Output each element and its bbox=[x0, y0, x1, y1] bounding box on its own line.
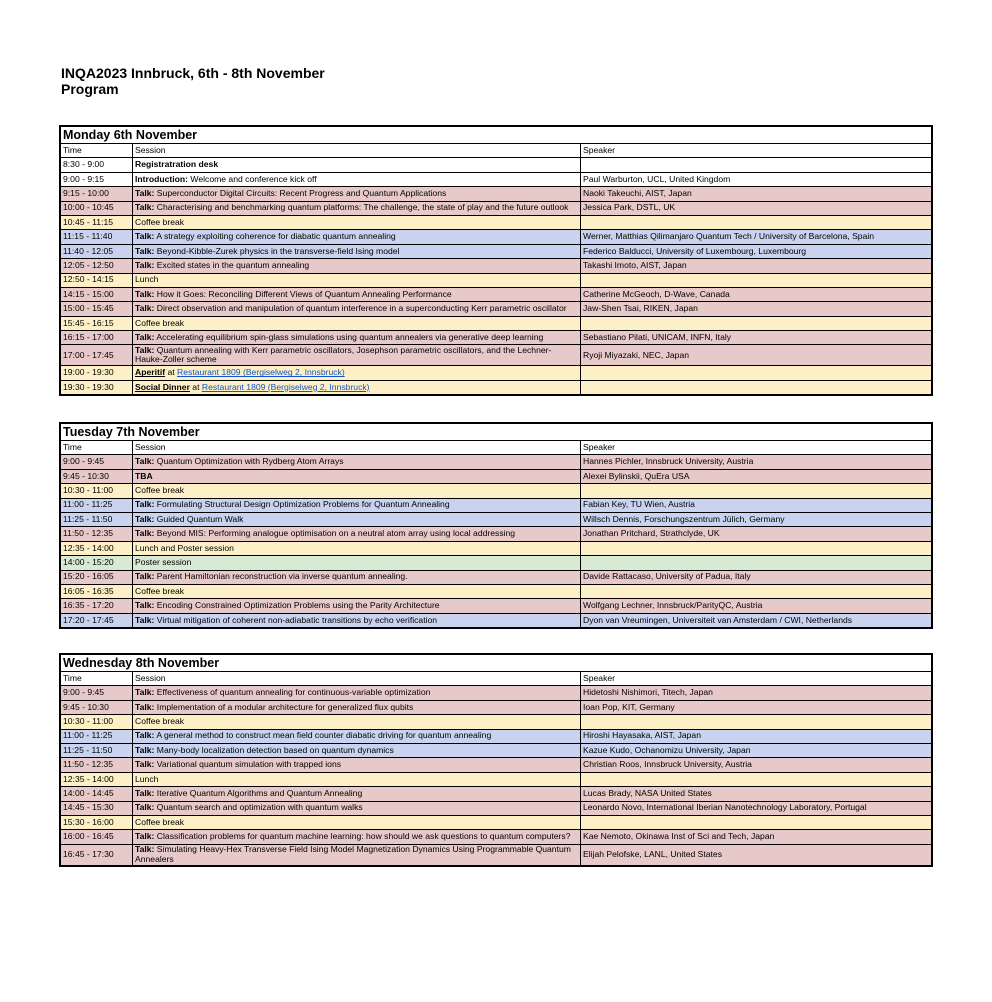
row-speaker bbox=[581, 584, 932, 598]
row-speaker bbox=[581, 815, 932, 829]
column-header-time: Time bbox=[61, 672, 133, 686]
session-text: at bbox=[189, 381, 202, 392]
row-time: 11:00 - 11:25 bbox=[61, 729, 133, 743]
row-session bbox=[133, 599, 581, 613]
row-session bbox=[133, 259, 581, 273]
row-time: 12:50 - 14:15 bbox=[61, 273, 133, 287]
row-speaker bbox=[581, 215, 932, 229]
session-text: Guided Quantum Walk bbox=[154, 513, 244, 524]
table-row bbox=[61, 772, 931, 786]
day-title: Wednesday 8th November bbox=[61, 655, 931, 672]
table-row bbox=[61, 700, 931, 714]
row-speaker bbox=[581, 541, 932, 555]
row-session bbox=[133, 584, 581, 598]
row-time: 9:00 - 9:45 bbox=[61, 686, 133, 700]
row-speaker: Sebastiano Pilati, UNICAM, INFN, Italy bbox=[581, 331, 932, 345]
session-label: Talk: bbox=[135, 730, 155, 741]
schedule-table bbox=[61, 441, 931, 627]
session-text: Lunch bbox=[135, 274, 159, 285]
row-speaker bbox=[581, 158, 932, 172]
session-label: Talk: bbox=[135, 288, 155, 299]
day-table-monday bbox=[59, 125, 933, 396]
row-time: 16:35 - 17:20 bbox=[61, 599, 133, 613]
row-speaker bbox=[581, 556, 932, 570]
session-label: Talk: bbox=[135, 231, 155, 242]
row-speaker: Dyon van Vreumingen, Universiteit van Amsterdam / CWI, Netherlands bbox=[581, 613, 932, 627]
row-speaker: Naoki Takeuchi, AIST, Japan bbox=[581, 187, 932, 201]
session-text: Poster session bbox=[135, 557, 192, 568]
row-session bbox=[133, 316, 581, 330]
row-speaker: Kazue Kudo, Ochanomizu University, Japan bbox=[581, 743, 932, 757]
session-text: Parent Hamiltonian reconstruction via inverse quantum annealing. bbox=[154, 571, 408, 582]
session-text: Classification problems for quantum machine learning: how should we ask questions to quantum computers? bbox=[154, 831, 571, 842]
row-session bbox=[133, 469, 581, 483]
session-text: Beyond MIS: Performing analogue optimisation on a neutral atom array using local addressing bbox=[154, 528, 516, 539]
row-session bbox=[133, 273, 581, 287]
session-label: Talk: bbox=[135, 759, 155, 770]
row-time: 14:00 - 14:45 bbox=[61, 787, 133, 801]
row-session bbox=[133, 331, 581, 345]
session-text: Coffee break bbox=[135, 216, 185, 227]
table-row bbox=[61, 844, 931, 865]
row-session bbox=[133, 215, 581, 229]
session-text: Iterative Quantum Algorithms and Quantum Annealing bbox=[154, 788, 363, 799]
row-session bbox=[133, 512, 581, 526]
row-speaker: Werner, Matthias Qilimanjaro Quantum Tech / University of Barcelona, Spain bbox=[581, 230, 932, 244]
session-label: Talk: bbox=[135, 513, 155, 524]
row-session bbox=[133, 844, 581, 865]
program-title-line1: INQA2023 Innbruck, 6th - 8th November bbox=[61, 65, 325, 81]
row-time: 16:00 - 16:45 bbox=[61, 830, 133, 844]
row-speaker: Ioan Pop, KIT, Germany bbox=[581, 700, 932, 714]
session-text: Coffee break bbox=[135, 317, 185, 328]
session-label: Talk: bbox=[135, 701, 155, 712]
session-label: Talk: bbox=[135, 528, 155, 539]
row-time: 19:30 - 19:30 bbox=[61, 380, 133, 394]
session-text: Welcome and conference kick off bbox=[187, 173, 317, 184]
row-session bbox=[133, 172, 581, 186]
row-time: 15:00 - 15:45 bbox=[61, 302, 133, 316]
row-speaker: Federico Balducci, University of Luxembourg, Luxembourg bbox=[581, 244, 932, 258]
table-row bbox=[61, 584, 931, 598]
row-time: 15:30 - 16:00 bbox=[61, 815, 133, 829]
table-row bbox=[61, 599, 931, 613]
session-label: Talk: bbox=[135, 260, 155, 271]
table-row bbox=[61, 201, 931, 215]
row-time: 10:30 - 11:00 bbox=[61, 484, 133, 498]
row-speaker bbox=[581, 772, 932, 786]
row-speaker: Fabian Key, TU Wien, Austria bbox=[581, 498, 932, 512]
table-row bbox=[61, 830, 931, 844]
row-speaker: Paul Warburton, UCL, United Kingdom bbox=[581, 172, 932, 186]
table-row bbox=[61, 331, 931, 345]
row-time: 9:45 - 10:30 bbox=[61, 469, 133, 483]
row-session bbox=[133, 158, 581, 172]
row-time: 11:00 - 11:25 bbox=[61, 498, 133, 512]
table-row bbox=[61, 743, 931, 757]
row-session bbox=[133, 201, 581, 215]
row-speaker bbox=[581, 316, 932, 330]
session-text: A strategy exploiting coherence for diabatic quantum annealing bbox=[154, 231, 396, 242]
row-session bbox=[133, 345, 581, 366]
session-text: A general method to construct mean field counter diabatic driving for quantum annealing bbox=[154, 730, 492, 741]
table-row bbox=[61, 302, 931, 316]
venue-link[interactable]: Restaurant 1809 (Bergiselweg 2, Innsbruck) bbox=[177, 367, 345, 378]
row-time: 14:45 - 15:30 bbox=[61, 801, 133, 815]
column-header-session: Session bbox=[133, 441, 581, 455]
row-session bbox=[133, 686, 581, 700]
row-time: 12:35 - 14:00 bbox=[61, 541, 133, 555]
row-time: 9:00 - 9:45 bbox=[61, 455, 133, 469]
row-speaker bbox=[581, 484, 932, 498]
session-label: Talk: bbox=[135, 245, 155, 256]
table-row bbox=[61, 715, 931, 729]
row-time: 12:05 - 12:50 bbox=[61, 259, 133, 273]
session-text: Direct observation and manipulation of quantum interference in a superconducting Kerr parametric oscillator bbox=[154, 303, 567, 314]
table-row bbox=[61, 230, 931, 244]
schedule-table bbox=[61, 144, 931, 394]
row-speaker: Davide Rattacaso, University of Padua, Italy bbox=[581, 570, 932, 584]
table-row bbox=[61, 366, 931, 380]
table-header-row bbox=[61, 672, 931, 686]
row-speaker: Takashi Imoto, AIST, Japan bbox=[581, 259, 932, 273]
table-row bbox=[61, 498, 931, 512]
row-time: 9:15 - 10:00 bbox=[61, 187, 133, 201]
session-text: Lunch bbox=[135, 773, 159, 784]
row-time: 8:30 - 9:00 bbox=[61, 158, 133, 172]
session-text: Formulating Structural Design Optimization Problems for Quantum Annealing bbox=[154, 499, 450, 510]
table-row bbox=[61, 172, 931, 186]
row-session bbox=[133, 527, 581, 541]
row-speaker: Alexei Bylinskii, QuEra USA bbox=[581, 469, 932, 483]
session-label: Talk: bbox=[135, 831, 155, 842]
table-row bbox=[61, 158, 931, 172]
day-table-wednesday bbox=[59, 653, 933, 867]
session-label: Talk: bbox=[135, 344, 155, 355]
table-row bbox=[61, 729, 931, 743]
row-speaker bbox=[581, 715, 932, 729]
session-label: Talk: bbox=[135, 600, 155, 611]
row-time: 11:40 - 12:05 bbox=[61, 244, 133, 258]
row-time: 17:20 - 17:45 bbox=[61, 613, 133, 627]
row-session bbox=[133, 613, 581, 627]
session-text: Implementation of a modular architecture for generalized flux qubits bbox=[154, 701, 414, 712]
table-row bbox=[61, 316, 931, 330]
table-row bbox=[61, 469, 931, 483]
row-speaker: Jessica Park, DSTL, UK bbox=[581, 201, 932, 215]
row-speaker: Catherine McGeoch, D-Wave, Canada bbox=[581, 287, 932, 301]
row-session bbox=[133, 787, 581, 801]
session-text: Accelerating equilibrium spin-glass simulations using quantum annealers via generative deep learning bbox=[154, 331, 544, 342]
row-time: 19:00 - 19:30 bbox=[61, 366, 133, 380]
table-header-row bbox=[61, 441, 931, 455]
table-row bbox=[61, 613, 931, 627]
row-speaker: Kae Nemoto, Okinawa Inst of Sci and Tech, Japan bbox=[581, 830, 932, 844]
session-label: Talk: bbox=[135, 844, 155, 855]
row-time: 9:00 - 9:15 bbox=[61, 172, 133, 186]
row-speaker: Hiroshi Hayasaka, AIST, Japan bbox=[581, 729, 932, 743]
row-session bbox=[133, 801, 581, 815]
row-session bbox=[133, 715, 581, 729]
program-title bbox=[61, 65, 325, 97]
session-label: Talk: bbox=[135, 331, 155, 342]
column-header-session: Session bbox=[133, 144, 581, 158]
row-time: 14:00 - 15:20 bbox=[61, 556, 133, 570]
session-label: Registratration desk bbox=[135, 159, 219, 170]
session-label: Talk: bbox=[135, 687, 155, 698]
column-header-session: Session bbox=[133, 672, 581, 686]
session-text: Encoding Constrained Optimization Problems using the Parity Architecture bbox=[154, 600, 440, 611]
row-speaker: Jaw-Shen Tsai, RIKEN, Japan bbox=[581, 302, 932, 316]
row-session bbox=[133, 729, 581, 743]
table-row bbox=[61, 380, 931, 394]
table-row bbox=[61, 484, 931, 498]
row-session bbox=[133, 287, 581, 301]
session-text: Many-body localization detection based on quantum dynamics bbox=[154, 744, 394, 755]
row-speaker: Lucas Brady, NASA United States bbox=[581, 787, 932, 801]
table-row bbox=[61, 259, 931, 273]
row-time: 9:45 - 10:30 bbox=[61, 700, 133, 714]
table-row bbox=[61, 215, 931, 229]
row-session bbox=[133, 570, 581, 584]
table-row bbox=[61, 758, 931, 772]
row-time: 15:45 - 16:15 bbox=[61, 316, 133, 330]
table-row bbox=[61, 512, 931, 526]
table-row bbox=[61, 556, 931, 570]
venue-link[interactable]: Restaurant 1809 (Bergiselweg 2, Innsbruck) bbox=[201, 381, 370, 392]
table-row bbox=[61, 541, 931, 555]
session-label: Talk: bbox=[135, 188, 155, 199]
row-speaker: Christian Roos, Innsbruck University, Austria bbox=[581, 758, 932, 772]
row-time: 16:15 - 17:00 bbox=[61, 331, 133, 345]
session-label: Talk: bbox=[135, 303, 155, 314]
day-title: Monday 6th November bbox=[61, 127, 931, 144]
session-text: Characterising and benchmarking quantum platforms: The challenge, the state of play and the future outlook bbox=[154, 202, 569, 213]
table-header-row bbox=[61, 144, 931, 158]
column-header-time: Time bbox=[61, 144, 133, 158]
row-time: 11:50 - 12:35 bbox=[61, 527, 133, 541]
row-speaker: Jonathan Pritchard, Strathclyde, UK bbox=[581, 527, 932, 541]
session-label: Talk: bbox=[135, 802, 155, 813]
session-label: Talk: bbox=[135, 744, 155, 755]
row-speaker bbox=[581, 273, 932, 287]
session-label: Talk: bbox=[135, 571, 155, 582]
row-session bbox=[133, 541, 581, 555]
session-label: TBA bbox=[135, 470, 153, 481]
row-speaker: Leonardo Novo, International Iberian Nanotechnology Laboratory, Portugal bbox=[581, 801, 932, 815]
row-time: 11:15 - 11:40 bbox=[61, 230, 133, 244]
session-text: Beyond-Kibble-Zurek physics in the transverse-field Ising model bbox=[154, 245, 400, 256]
session-text: Coffee break bbox=[135, 585, 185, 596]
row-speaker bbox=[581, 366, 932, 380]
row-session bbox=[133, 772, 581, 786]
table-row bbox=[61, 527, 931, 541]
row-session bbox=[133, 830, 581, 844]
row-time: 11:50 - 12:35 bbox=[61, 758, 133, 772]
session-text: Coffee break bbox=[135, 485, 185, 496]
row-session bbox=[133, 498, 581, 512]
row-session bbox=[133, 758, 581, 772]
row-session bbox=[133, 455, 581, 469]
session-text: Superconductor Digital Circuits: Recent Progress and Quantum Applications bbox=[154, 188, 447, 199]
session-label: Talk: bbox=[135, 456, 155, 467]
row-speaker bbox=[581, 380, 932, 394]
row-speaker: Hannes Pichler, Innsbruck University, Austria bbox=[581, 455, 932, 469]
session-text: Quantum annealing with Kerr parametric oscillators, Josephson parametric oscillators, and the Lechner-Hauke-Zoller scheme bbox=[135, 344, 552, 365]
row-speaker: Willsch Dennis, Forschungszentrum Jülich, Germany bbox=[581, 512, 932, 526]
session-text: Effectiveness of quantum annealing for continuous-variable optimization bbox=[154, 687, 431, 698]
row-session bbox=[133, 484, 581, 498]
table-row bbox=[61, 801, 931, 815]
row-time: 11:25 - 11:50 bbox=[61, 512, 133, 526]
session-text: Quantum search and optimization with quantum walks bbox=[154, 802, 363, 813]
row-time: 14:15 - 15:00 bbox=[61, 287, 133, 301]
session-text: Simulating Heavy-Hex Transverse Field Ising Model Magnetization Dynamics Using Programmable Quantum Annealers bbox=[135, 844, 571, 864]
session-text: Coffee break bbox=[135, 816, 185, 827]
column-header-speaker: Speaker bbox=[581, 144, 932, 158]
session-label: Talk: bbox=[135, 202, 155, 213]
session-text: at bbox=[165, 367, 178, 378]
table-row bbox=[61, 815, 931, 829]
row-speaker: Ryoji Miyazaki, NEC, Japan bbox=[581, 345, 932, 366]
column-header-speaker: Speaker bbox=[581, 672, 932, 686]
program-title-line2: Program bbox=[61, 81, 119, 97]
table-row bbox=[61, 244, 931, 258]
table-row bbox=[61, 455, 931, 469]
row-session bbox=[133, 244, 581, 258]
row-session bbox=[133, 187, 581, 201]
day-table-tuesday bbox=[59, 422, 933, 629]
session-text: Virtual mitigation of coherent non-adiabatic transitions by echo verification bbox=[154, 614, 438, 625]
column-header-speaker: Speaker bbox=[581, 441, 932, 455]
row-time: 17:00 - 17:45 bbox=[61, 345, 133, 366]
table-row bbox=[61, 570, 931, 584]
row-session bbox=[133, 230, 581, 244]
table-row bbox=[61, 787, 931, 801]
session-label: Introduction: bbox=[135, 173, 188, 184]
row-speaker: Hidetoshi Nishimori, Titech, Japan bbox=[581, 686, 932, 700]
row-session bbox=[133, 302, 581, 316]
table-row bbox=[61, 287, 931, 301]
row-time: 12:35 - 14:00 bbox=[61, 772, 133, 786]
session-label: Talk: bbox=[135, 614, 155, 625]
session-text: Lunch and Poster session bbox=[135, 542, 234, 553]
session-text: Variational quantum simulation with trapped ions bbox=[154, 759, 342, 770]
schedule-table bbox=[61, 672, 931, 865]
session-text: Coffee break bbox=[135, 716, 185, 727]
row-session bbox=[133, 366, 581, 380]
row-time: 10:00 - 10:45 bbox=[61, 201, 133, 215]
row-session bbox=[133, 556, 581, 570]
session-label: Talk: bbox=[135, 499, 155, 510]
row-speaker: Wolfgang Lechner, Innsbruck/ParityQC, Austria bbox=[581, 599, 932, 613]
session-text: Excited states in the quantum annealing bbox=[154, 260, 310, 271]
day-title: Tuesday 7th November bbox=[61, 424, 931, 441]
session-text: Quantum Optimization with Rydberg Atom Arrays bbox=[154, 456, 344, 467]
session-text: How it Goes: Reconciling Different Views of Quantum Annealing Performance bbox=[154, 288, 452, 299]
table-row bbox=[61, 187, 931, 201]
row-session bbox=[133, 743, 581, 757]
row-time: 16:05 - 16:35 bbox=[61, 584, 133, 598]
row-time: 10:30 - 11:00 bbox=[61, 715, 133, 729]
row-time: 15:20 - 16:05 bbox=[61, 570, 133, 584]
session-label: Aperitif bbox=[135, 367, 166, 378]
table-row bbox=[61, 345, 931, 366]
row-session bbox=[133, 815, 581, 829]
row-session bbox=[133, 700, 581, 714]
table-row bbox=[61, 686, 931, 700]
table-row bbox=[61, 273, 931, 287]
column-header-time: Time bbox=[61, 441, 133, 455]
session-label: Social Dinner bbox=[135, 381, 190, 392]
row-session bbox=[133, 380, 581, 394]
session-label: Talk: bbox=[135, 788, 155, 799]
row-time: 11:25 - 11:50 bbox=[61, 743, 133, 757]
row-time: 10:45 - 11:15 bbox=[61, 215, 133, 229]
row-speaker: Elijah Pelofske, LANL, United States bbox=[581, 844, 932, 865]
row-time: 16:45 - 17:30 bbox=[61, 844, 133, 865]
